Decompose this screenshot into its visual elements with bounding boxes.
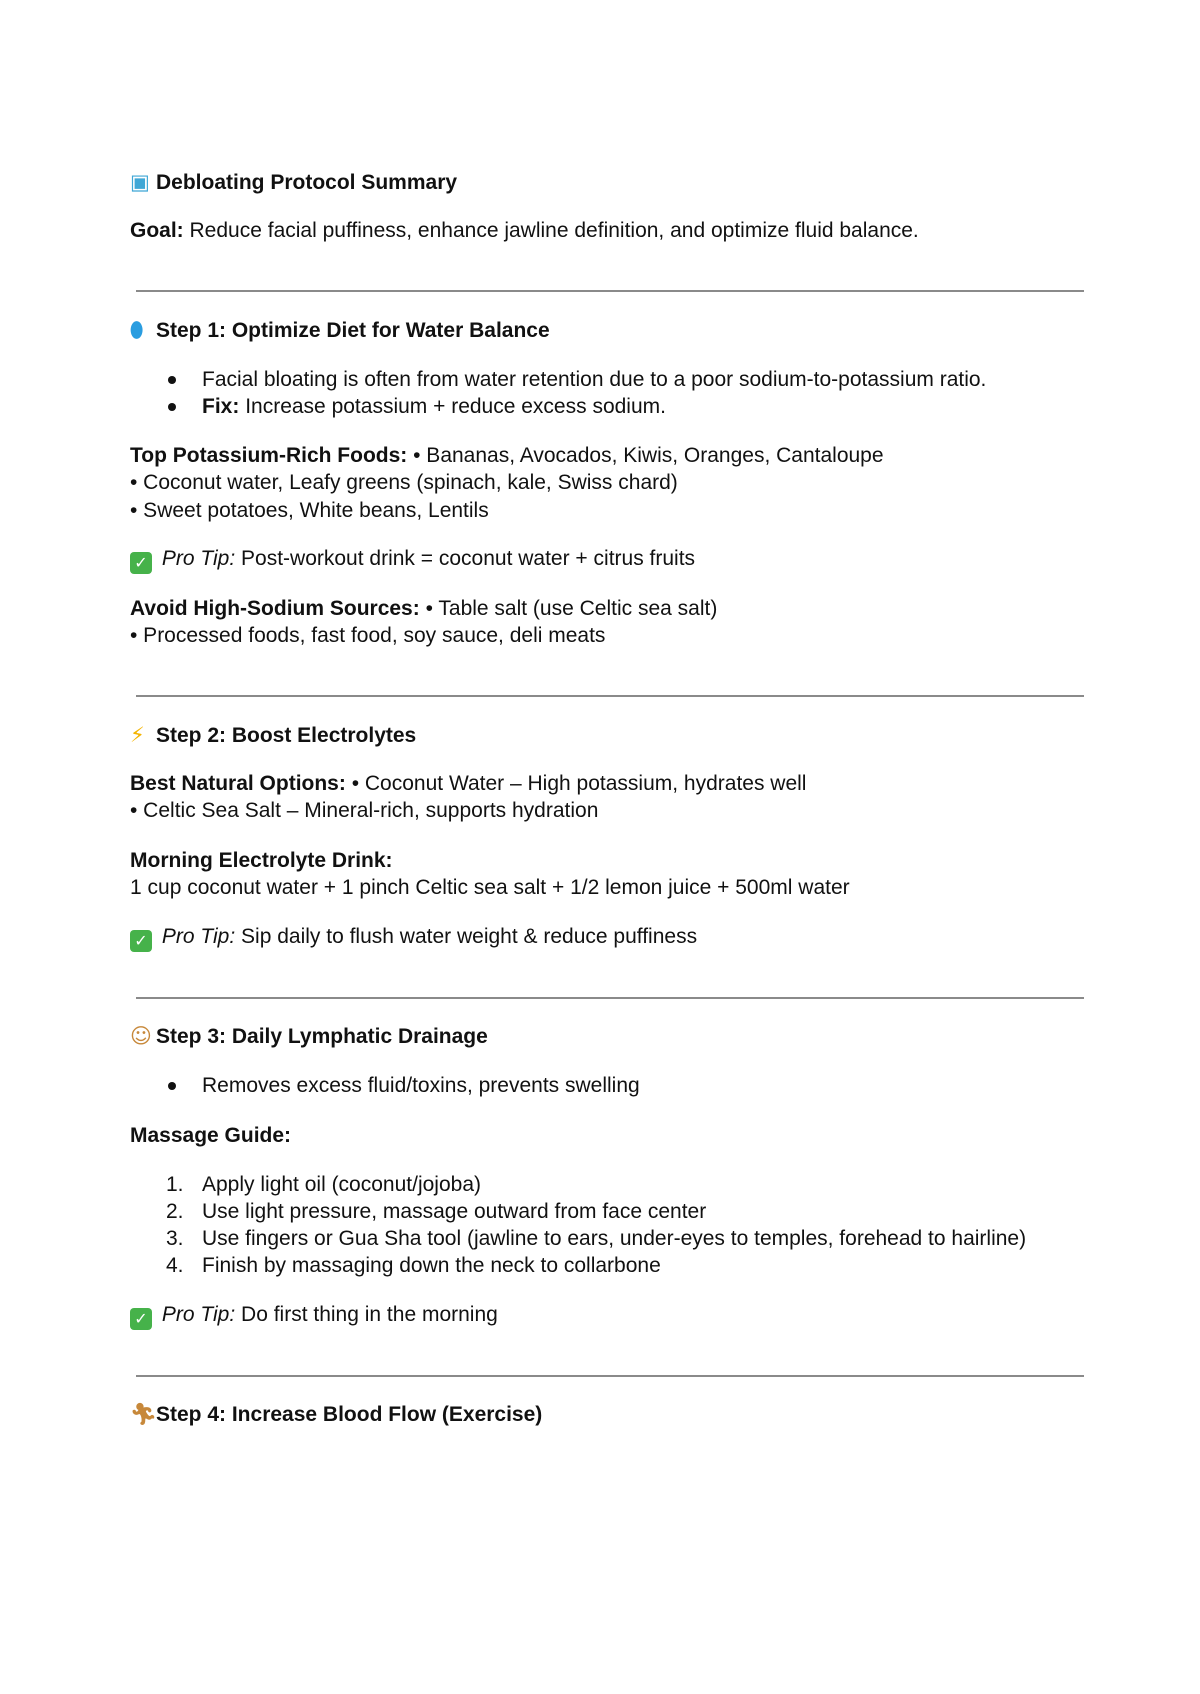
- step3-bullet-1-text: Removes excess fluid/toxins, prevents swelling: [202, 1074, 640, 1097]
- divider: [136, 695, 1084, 697]
- running-person-icon: 🏃︎: [130, 1402, 157, 1426]
- pro-tip-label: Pro Tip:: [161, 925, 236, 948]
- potassium-foods-line-2: [130, 469, 678, 497]
- potassium-foods-line-3: [130, 497, 489, 525]
- divider: [136, 290, 1084, 292]
- goal-line: [130, 217, 919, 245]
- sodium-item: • Processed foods, fast food, soy sauce, deli meats: [130, 624, 606, 647]
- pro-tip-text: Sip daily to flush water weight & reduce puffiness: [241, 925, 698, 948]
- bullet-dot: [168, 1082, 176, 1090]
- potassium-foods-line-1: [130, 442, 884, 470]
- massage-step: Apply light oil (coconut/jojoba): [202, 1173, 481, 1196]
- option-item: • Celtic Sea Salt – Mineral-rich, supports hydration: [130, 799, 599, 822]
- potassium-item: • Coconut water, Leafy greens (spinach, kale, Swiss chard): [130, 471, 678, 494]
- fix-text: Increase potassium + reduce excess sodium.: [245, 395, 666, 418]
- step1-heading: [130, 316, 550, 345]
- sodium-sources-line-2: [130, 622, 605, 650]
- step1-bullet-1-text: Facial bloating is often from water retention due to a poor sodium-to-potassium ratio.: [202, 368, 987, 391]
- check-mark-icon: ✓: [130, 1308, 152, 1330]
- massage-step: Use light pressure, massage outward from face center: [202, 1200, 707, 1223]
- step2-pro-tip: [130, 923, 697, 952]
- potassium-item: • Bananas, Avocados, Kiwis, Oranges, Cantaloupe: [413, 444, 884, 467]
- massage-step: Finish by massaging down the neck to collarbone: [202, 1254, 661, 1277]
- check-mark-icon: ✓: [130, 552, 152, 574]
- natural-options-line-1: [130, 770, 806, 798]
- lightning-icon: ⚡: [130, 723, 145, 747]
- step3-pro-tip: [130, 1301, 498, 1330]
- step4-heading: [130, 1400, 542, 1429]
- sodium-item: • Table salt (use Celtic sea salt): [425, 597, 718, 620]
- drink-label-text: Morning Electrolyte Drink:: [130, 849, 393, 872]
- pro-tip-text: Post-workout drink = coconut water + citrus fruits: [241, 547, 696, 570]
- divider: [136, 997, 1084, 999]
- goal-text: Reduce facial puffiness, enhance jawline definition, and optimize fluid balance.: [189, 219, 919, 242]
- options-label: Best Natural Options:: [130, 772, 346, 795]
- drink-recipe-text: 1 cup coconut water + 1 pinch Celtic sea salt + 1/2 lemon juice + 500ml water: [130, 876, 850, 899]
- step3-heading: [130, 1022, 488, 1051]
- potassium-label: Top Potassium-Rich Foods:: [130, 444, 408, 467]
- document-title-text: Debloating Protocol Summary: [156, 171, 458, 194]
- pro-tip-text: Do first thing in the morning: [241, 1303, 498, 1326]
- massage-guide-label-text: Massage Guide:: [130, 1124, 292, 1147]
- ice-cube-icon: ▣: [130, 170, 150, 194]
- fix-label: Fix:: [202, 395, 240, 418]
- goal-label: Goal:: [130, 219, 184, 242]
- person-massage-icon: ☺: [130, 1024, 152, 1048]
- pro-tip-label: Pro Tip:: [161, 547, 236, 570]
- drink-label: [130, 847, 393, 875]
- pro-tip-label: Pro Tip:: [161, 1303, 236, 1326]
- potassium-item: • Sweet potatoes, White beans, Lentils: [130, 499, 489, 522]
- step4-heading-text: Step 4: Increase Blood Flow (Exercise): [156, 1403, 543, 1426]
- step2-heading: [130, 721, 416, 750]
- step1-bullet-1: [202, 366, 986, 394]
- list-number: 1.: [166, 1173, 184, 1196]
- sodium-label: Avoid High-Sodium Sources:: [130, 597, 420, 620]
- bullet-dot: [168, 376, 176, 384]
- step1-heading-text: Step 1: Optimize Diet for Water Balance: [156, 319, 550, 342]
- divider: [136, 1375, 1084, 1377]
- step1-bullet-2: [202, 393, 666, 421]
- list-number: 4.: [166, 1254, 184, 1277]
- step3-heading-text: Step 3: Daily Lymphatic Drainage: [156, 1025, 488, 1048]
- step1-pro-tip: [130, 545, 695, 574]
- step2-heading-text: Step 2: Boost Electrolytes: [156, 724, 417, 747]
- water-drop-icon: ⬮: [130, 318, 144, 342]
- check-mark-icon: ✓: [130, 930, 152, 952]
- list-number: 2.: [166, 1200, 184, 1223]
- massage-guide-label: [130, 1122, 291, 1150]
- massage-step: Use fingers or Gua Sha tool (jawline to ears, under-eyes to temples, forehead to hairline): [202, 1227, 1027, 1250]
- step3-bullet-1: [202, 1072, 640, 1100]
- document-title: [130, 168, 457, 197]
- natural-options-line-2: [130, 797, 598, 825]
- drink-recipe: [130, 874, 850, 902]
- list-number: 3.: [166, 1227, 184, 1250]
- sodium-sources-line-1: [130, 595, 717, 623]
- option-item: • Coconut Water – High potassium, hydrates well: [351, 772, 807, 795]
- bullet-dot: [168, 403, 176, 411]
